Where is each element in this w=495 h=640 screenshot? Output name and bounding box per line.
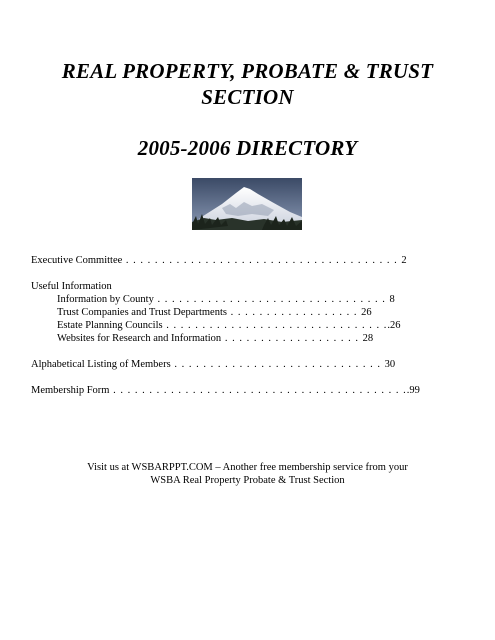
toc-heading-useful: Useful Information [31, 281, 112, 292]
mountain-icon [192, 178, 302, 230]
toc-item-trust-companies[interactable]: Trust Companies and Trust Departments . . . . . . . . . . . . . . . . . . 26 [57, 307, 372, 318]
toc-item-county[interactable]: Information by County . . . . . . . . . . . . . . . . . . . . . . . . . . . . . . . . 8 [57, 294, 395, 305]
toc-item-executive[interactable]: Executive Committee . . . . . . . . . . . . . . . . . . . . . . . . . . . . . . . . . . . . . . 2 [31, 255, 407, 266]
toc-item-estate-planning[interactable]: Estate Planning Councils . . . . . . . . . . . . . . . . . . . . . . . . . . . . . . ..26 [57, 320, 401, 331]
toc-item-alphabetical[interactable]: Alphabetical Listing of Members . . . . . . . . . . . . . . . . . . . . . . . . . . . . . 30 [31, 359, 396, 370]
toc-item-websites[interactable]: Websites for Research and Information . . . . . . . . . . . . . . . . . . . 28 [57, 333, 374, 344]
toc-item-membership[interactable]: Membership Form . . . . . . . . . . . . . . . . . . . . . . . . . . . . . . . . . . . . . . . . ..99 [31, 385, 420, 396]
footer-line-2: WSBA Real Property Probate & Trust Section [150, 475, 345, 486]
title-line-2: SECTION [201, 85, 294, 109]
directory-title: 2005-2006 DIRECTORY [137, 136, 358, 160]
mountain-photo [192, 178, 302, 230]
title-line-1: REAL PROPERTY, PROBATE & TRUST [61, 59, 434, 83]
footer-line-1: Visit us at WSBARPPT.COM – Another free membership service from your [87, 462, 408, 473]
